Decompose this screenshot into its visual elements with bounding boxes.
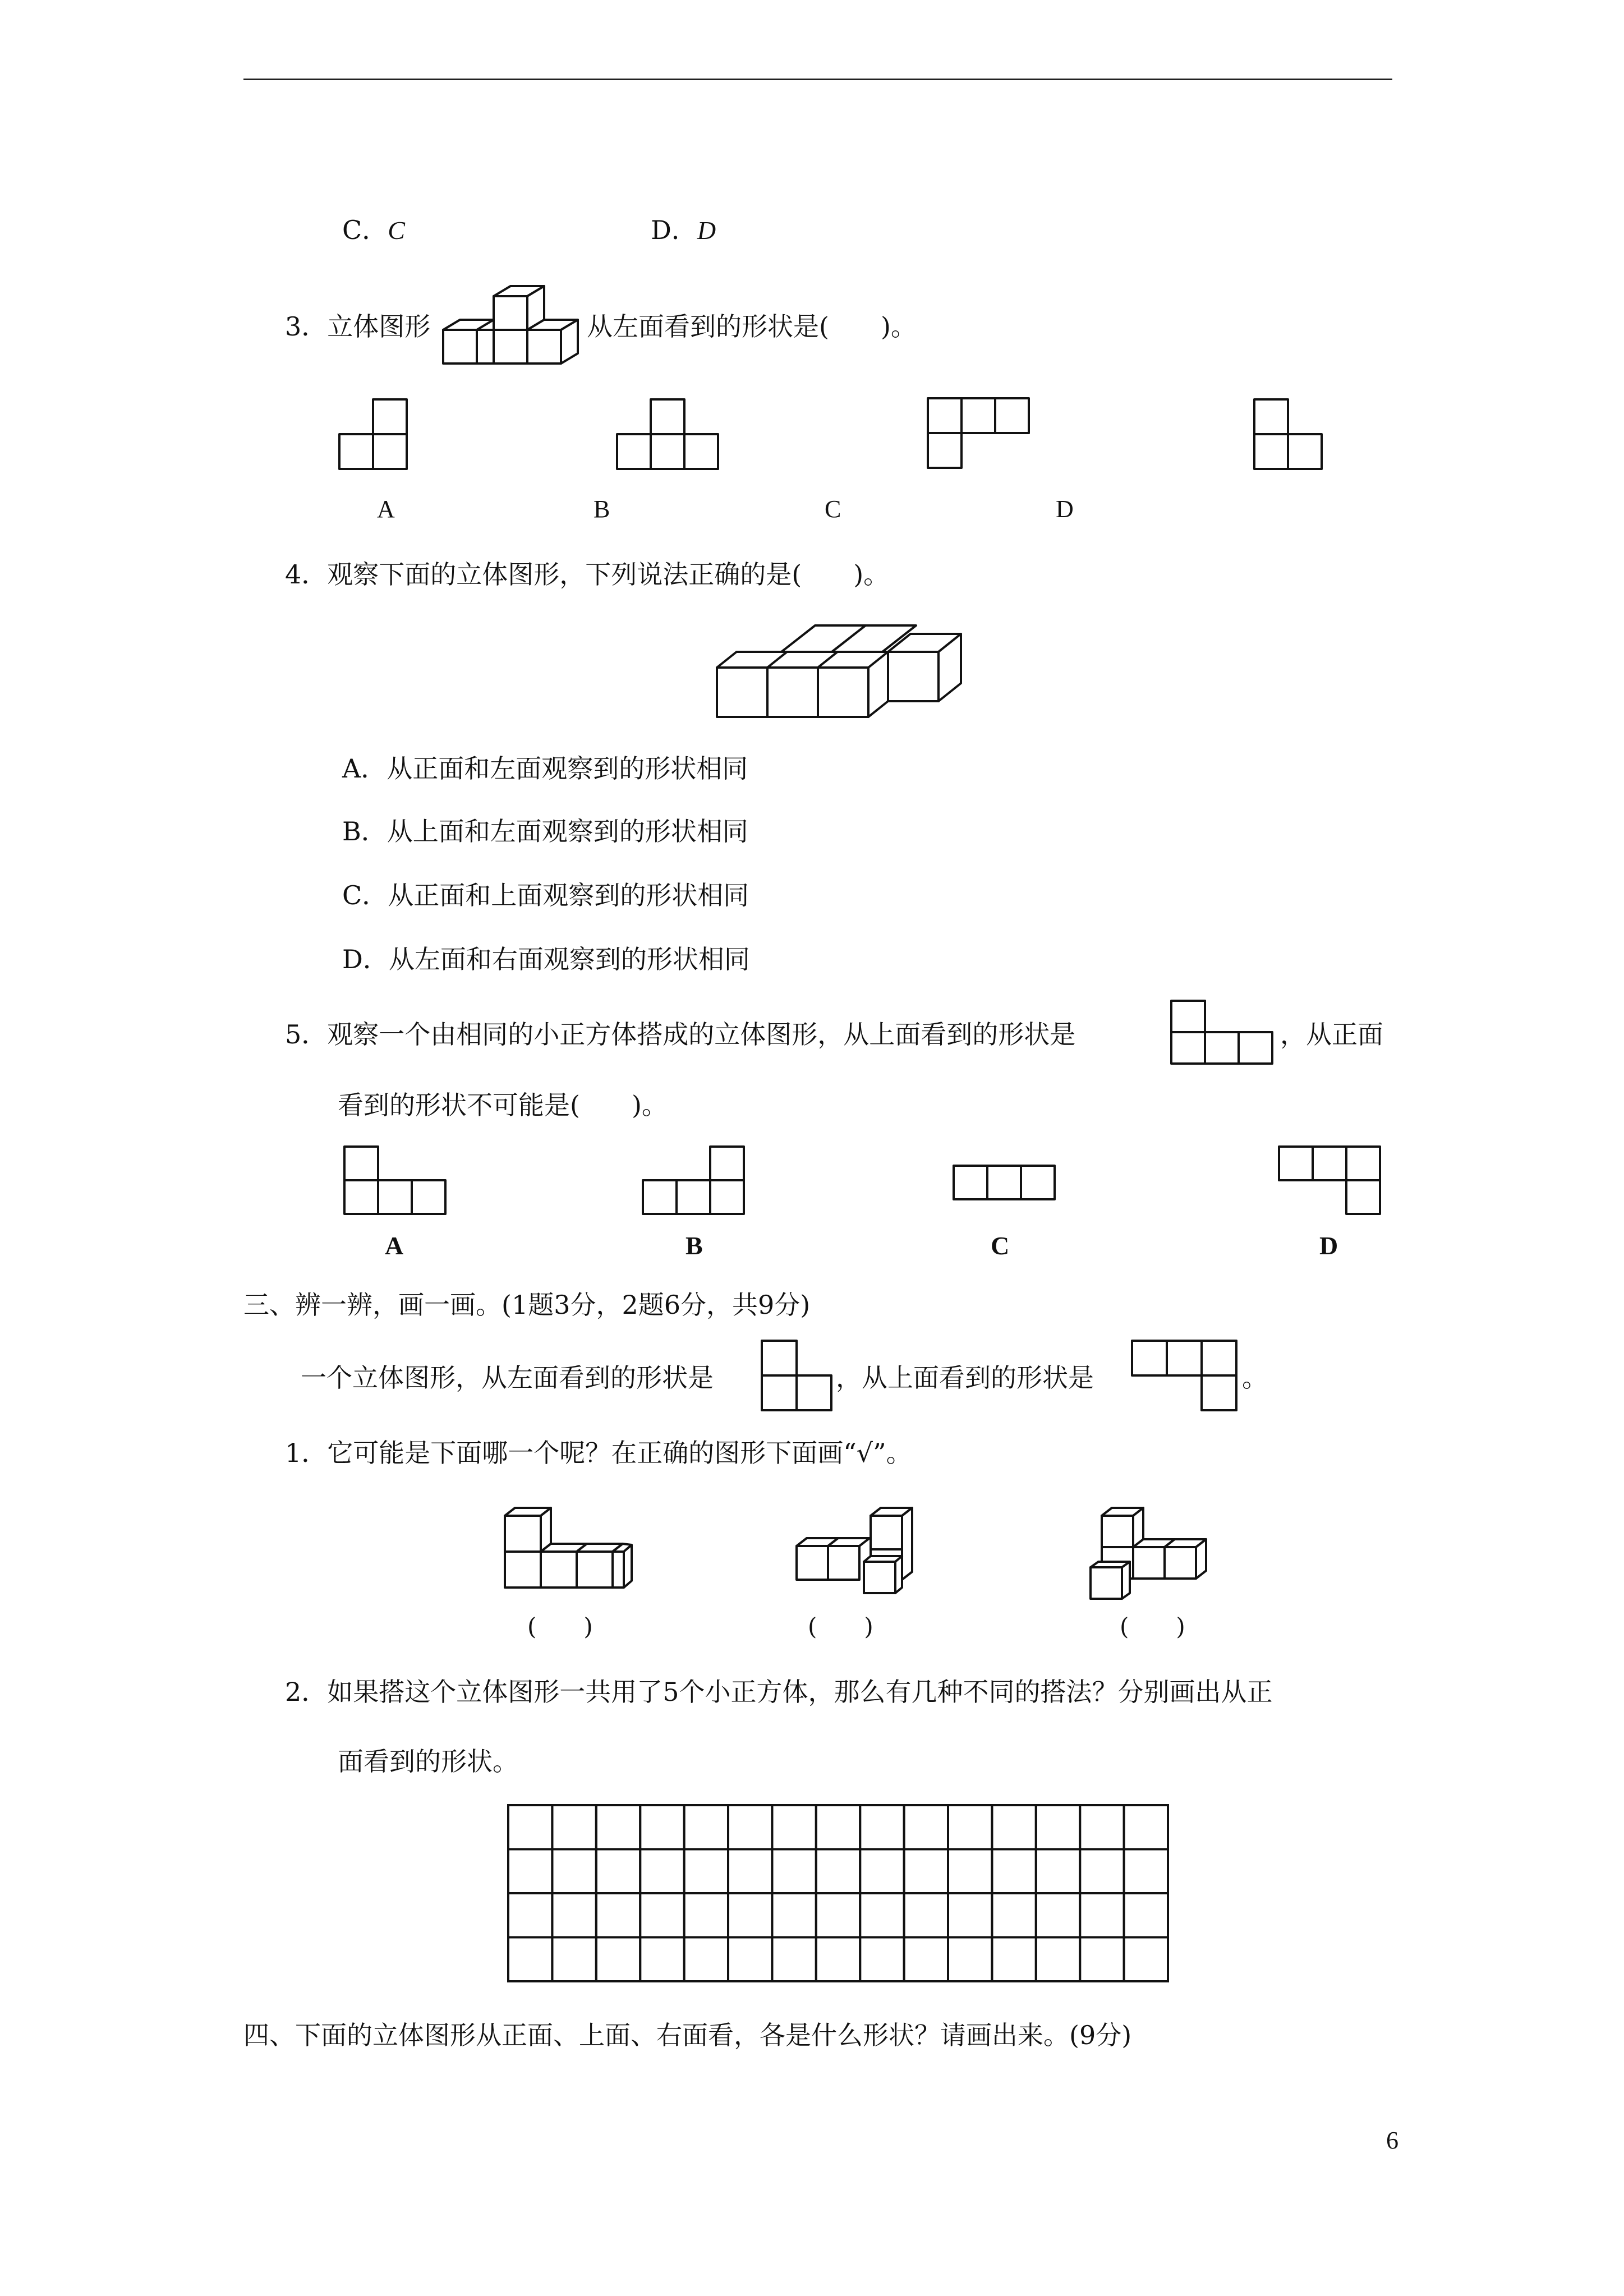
grid-cell[interactable] (1036, 1805, 1080, 1849)
q5-top-view-figure (1170, 1000, 1277, 1067)
grid-cell[interactable] (992, 1893, 1036, 1938)
grid-cell[interactable] (508, 1849, 552, 1894)
q4-option-d: D．从左面和右面观察到的形状相同 (342, 944, 750, 974)
grid-cell[interactable] (596, 1938, 640, 1982)
q3-option-b-figure (616, 398, 723, 471)
grid-cell[interactable] (904, 1805, 948, 1849)
grid-cell[interactable] (1080, 1938, 1124, 1982)
section-3-q2-line2: 面看到的形状。 (338, 1746, 518, 1777)
grid-cell[interactable] (508, 1938, 552, 1982)
grid-cell[interactable] (1080, 1849, 1124, 1894)
grid-cell[interactable] (904, 1893, 948, 1938)
grid-cell[interactable] (728, 1849, 772, 1894)
grid-cell[interactable] (992, 1805, 1036, 1849)
grid-cell[interactable] (816, 1849, 860, 1894)
grid-cell[interactable] (1124, 1893, 1168, 1938)
sec3-left-view-figure (761, 1340, 839, 1412)
sec3-top-view-figure (1131, 1340, 1243, 1412)
grid-cell[interactable] (684, 1893, 728, 1938)
grid-cell[interactable] (816, 1938, 860, 1982)
candidate-3-answer-paren[interactable]: ( ) (1120, 1613, 1185, 1640)
grid-cell[interactable] (640, 1805, 684, 1849)
grid-cell[interactable] (772, 1938, 816, 1982)
grid-cell[interactable] (904, 1938, 948, 1982)
grid-cell[interactable] (508, 1893, 552, 1938)
q5-stem-post: ，从正面 (1280, 1019, 1383, 1050)
grid-cell[interactable] (816, 1805, 860, 1849)
grid-cell[interactable] (948, 1849, 992, 1894)
grid-cell[interactable] (728, 1893, 772, 1938)
q4-option-b: B．从上面和左面观察到的形状相同 (342, 816, 748, 846)
candidate-1-answer-paren[interactable]: ( ) (527, 1613, 593, 1640)
grid-cell[interactable] (640, 1938, 684, 1982)
grid-cell[interactable] (684, 1805, 728, 1849)
grid-cell[interactable] (728, 1805, 772, 1849)
grid-cell[interactable] (992, 1849, 1036, 1894)
grid-cell[interactable] (1080, 1805, 1124, 1849)
grid-cell[interactable] (684, 1938, 728, 1982)
q5-stem-line2: 看到的形状不可能是( )。 (338, 1090, 668, 1120)
grid-cell[interactable] (640, 1849, 684, 1894)
grid-cell[interactable] (596, 1805, 640, 1849)
grid-cell[interactable] (1124, 1849, 1168, 1894)
q5-stem-pre: 5．观察一个由相同的小正方体搭成的立体图形，从上面看到的形状是 (285, 1019, 1076, 1050)
page-number: 6 (1386, 2127, 1398, 2154)
grid-cell[interactable] (948, 1893, 992, 1938)
q3-option-a-figure (338, 398, 411, 471)
q5-label-d: D (1319, 1231, 1338, 1260)
grid-cell[interactable] (1080, 1893, 1124, 1938)
grid-cell[interactable] (552, 1893, 596, 1938)
q5-label-b: B (686, 1231, 703, 1260)
grid-cell[interactable] (596, 1849, 640, 1894)
q4-option-a: A．从正面和左面观察到的形状相同 (342, 753, 748, 784)
grid-cell[interactable] (816, 1893, 860, 1938)
q4-option-c: C．从正面和上面观察到的形状相同 (342, 880, 749, 910)
q3-label-c: C (825, 495, 841, 523)
grid-cell[interactable] (904, 1849, 948, 1894)
grid-cell[interactable] (640, 1893, 684, 1938)
header-rule (243, 79, 1392, 80)
section-3-q1: 1．它可能是下面哪一个呢？在正确的图形下面画“√”。 (285, 1438, 912, 1468)
grid-cell[interactable] (1036, 1849, 1080, 1894)
grid-cell[interactable] (860, 1849, 904, 1894)
q5-option-c-figure (953, 1165, 1059, 1204)
q5-label-a: A (385, 1231, 404, 1260)
q5-label-c: C (991, 1231, 1010, 1260)
candidate-2-answer-paren[interactable]: ( ) (808, 1613, 873, 1640)
q3-option-d-figure (1253, 398, 1326, 471)
section-3-heading: 三、辨一辨，画一画。(1题3分，2题6分，共9分) (243, 1290, 811, 1320)
q3-label-a: A (377, 495, 395, 523)
grid-cell[interactable] (772, 1893, 816, 1938)
candidate-figure-2 (797, 1506, 926, 1595)
q4-stem: 4．观察下面的立体图形，下列说法正确的是( )。 (285, 559, 890, 590)
grid-cell[interactable] (1124, 1938, 1168, 1982)
q3-option-c-figure (927, 397, 1033, 470)
q5-option-d-figure (1278, 1145, 1384, 1218)
q4-solid-figure (717, 620, 964, 718)
section-3-intro-pre: 一个立体图形，从左面看到的形状是 (301, 1363, 714, 1393)
section-3-intro-mid: ，从上面看到的形状是 (836, 1363, 1094, 1393)
candidate-figure-1 (505, 1506, 640, 1590)
grid-cell[interactable] (860, 1805, 904, 1849)
grid-cell[interactable] (728, 1938, 772, 1982)
grid-cell[interactable] (992, 1938, 1036, 1982)
grid-cell[interactable] (684, 1849, 728, 1894)
grid-cell[interactable] (552, 1938, 596, 1982)
q5-option-b-figure (642, 1145, 748, 1218)
q2-option-d: D．D (651, 215, 716, 245)
grid-cell[interactable] (1124, 1805, 1168, 1849)
grid-cell[interactable] (772, 1849, 816, 1894)
section-4-heading: 四、下面的立体图形从正面、上面、右面看，各是什么形状？请画出来。(9分) (243, 2020, 1132, 2050)
grid-cell[interactable] (552, 1849, 596, 1894)
section-3-q2-line1: 2．如果搭这个立体图形一共用了5个小正方体，那么有几种不同的搭法？分别画出从正 (285, 1677, 1273, 1707)
grid-cell[interactable] (860, 1893, 904, 1938)
q2-option-c: C．C (342, 215, 405, 245)
candidate-figure-3 (1091, 1506, 1225, 1601)
grid-cell[interactable] (772, 1805, 816, 1849)
grid-cell[interactable] (948, 1805, 992, 1849)
q3-solid-figure (443, 274, 589, 364)
q3-stem-pre: 3．立体图形 (285, 311, 431, 342)
q3-stem-post: 从左面看到的形状是( )。 (587, 311, 917, 342)
drawing-grid[interactable] (507, 1804, 1175, 1984)
section-3-intro-end: 。 (1242, 1363, 1268, 1393)
grid-cell[interactable] (552, 1805, 596, 1849)
q5-option-a-figure (343, 1145, 450, 1218)
grid-cell[interactable] (1036, 1893, 1080, 1938)
grid-cell[interactable] (508, 1805, 552, 1849)
q3-label-b: B (594, 495, 610, 523)
grid-cell[interactable] (1036, 1938, 1080, 1982)
grid-cell[interactable] (948, 1938, 992, 1982)
q3-label-d: D (1056, 495, 1074, 523)
grid-cell[interactable] (860, 1938, 904, 1982)
grid-cell[interactable] (596, 1893, 640, 1938)
